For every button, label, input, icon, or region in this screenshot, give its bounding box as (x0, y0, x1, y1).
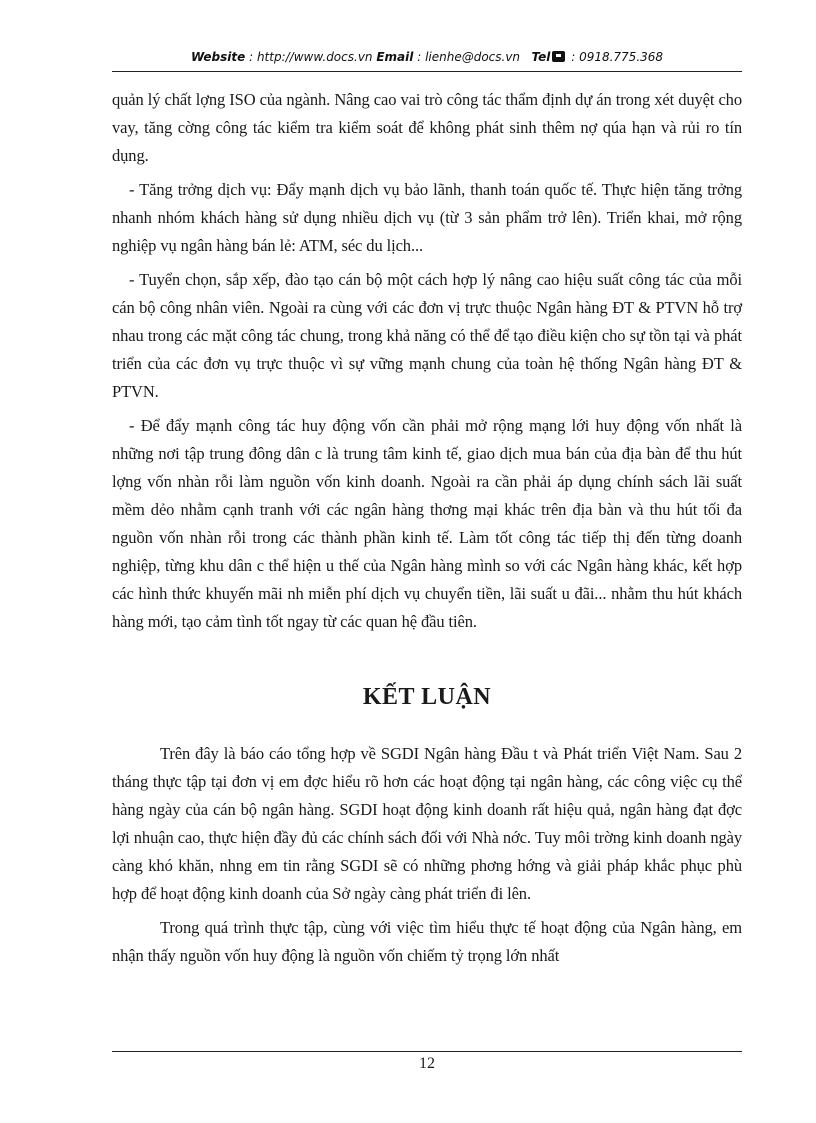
page-header (112, 50, 742, 64)
conclusion-paragraph-2: Trong quá trình thực tập, cùng với việc tìm hiểu thực tế hoạt động của Ngân hàng, em nhận thấy nguồn vốn huy động là nguồn vốn chiếm tỷ trọng lớn nhất (112, 918, 742, 965)
email-label: Email (376, 50, 414, 64)
tel-number: : 0918.775.368 (567, 50, 664, 64)
paragraph-services: - Tăng trởng dịch vụ: Đẩy mạnh dịch vụ bảo lãnh, thanh toán quốc tế. Thực hiện tăng trởng nhanh nhóm khách hàng sử dụng nhiều dịch vụ (từ 3 sản phẩm trở lên). Triển khai, mở rộng nghiệp vụ ngân hàng bán lẻ: ATM, séc du lịch... (112, 180, 742, 255)
conclusion-heading: KẾT LUẬN (362, 684, 492, 710)
website-label: Website (190, 50, 246, 64)
paragraph-capital: - Để đẩy mạnh công tác huy động vốn cần phải mở rộng mạng lới huy động vốn nhất là những nơi tập trung đông dân c là trung tâm kinh tế, giao dịch mua bán của địa bàn để thu hút lợng vốn nhàn rỗi làm nguồn vốn kinh doanh. Ngoài ra cần phải áp dụng chính sách lãi suất mềm dẻo nhằm cạnh tranh với các ngân hàng thơng mại khác trên địa bàn và thu hút tối đa nguồn vốn nhàn rỗi trong các thành phần kinh tế. Làm tốt công tác tiếp thị đến từng doanh nghiệp, từng khu dân c thể hiện u thế của Ngân hàng mình so với các Ngân hàng khác, kết hợp các hình thức khuyến mãi nh miễn phí dịch vụ chuyển tiền, lãi suất u đãi... nhằm thu hút khách hàng mới, tạo cảm tình tốt ngay từ các quan hệ đầu tiên. (112, 416, 742, 631)
email-address: : lienhe@docs.vn (413, 50, 521, 64)
website-url: : http://www.docs.vn (245, 50, 373, 64)
paragraph-staffing: - Tuyển chọn, sắp xếp, đào tạo cán bộ một cách hợp lý nâng cao hiệu suất công tác của mỗi cán bộ công nhân viên. Ngoài ra cùng với các đơn vị trực thuộc Ngân hàng ĐT & PTVN hỗ trợ nhau trong các mặt công tác chung, trong khả năng có thể để tạo điều kiện cho sự tồn tại và phát triển của các đơn vụ trực thuộc vì sự vững mạnh chung của toàn hệ thống Ngân hàng ĐT & PTVN. (112, 270, 742, 401)
document-body (112, 86, 742, 970)
paragraph-quality: quản lý chất lợng ISO của ngành. Nâng cao vai trò công tác thẩm định dự án trong xét duyệt cho vay, tăng cờng công tác kiểm tra kiểm soát để không phát sinh thêm nợ qúa hạn và rủi ro tín dụng. (112, 90, 742, 165)
footer-divider (112, 1051, 742, 1052)
phone-icon (552, 51, 565, 62)
tel-label: Tel (531, 50, 551, 64)
header-divider (112, 71, 742, 72)
conclusion-paragraph-1: Trên đây là báo cáo tổng hợp về SGDI Ngân hàng Đầu t và Phát triển Việt Nam. Sau 2 tháng thực tập tại đơn vị em đợc hiểu rõ hơn các hoạt động tại ngân hàng, các công việc cụ thể hàng ngày của cán bộ ngân hàng. SGDI hoạt động kinh doanh rất hiệu quả, ngân hàng đạt đợc lợi nhuận cao, thực hiện đầy đủ các chính sách đối với Nhà nớc. Tuy môi trờng kinh doanh ngày càng khó khăn, nhng em tin rằng SGDI sẽ có những phơng hớng và giải pháp khắc phục phù hợp để hoạt động kinh doanh của Sở ngày càng phát triển đi lên. (112, 744, 742, 903)
page-number: 12 (419, 1055, 435, 1072)
